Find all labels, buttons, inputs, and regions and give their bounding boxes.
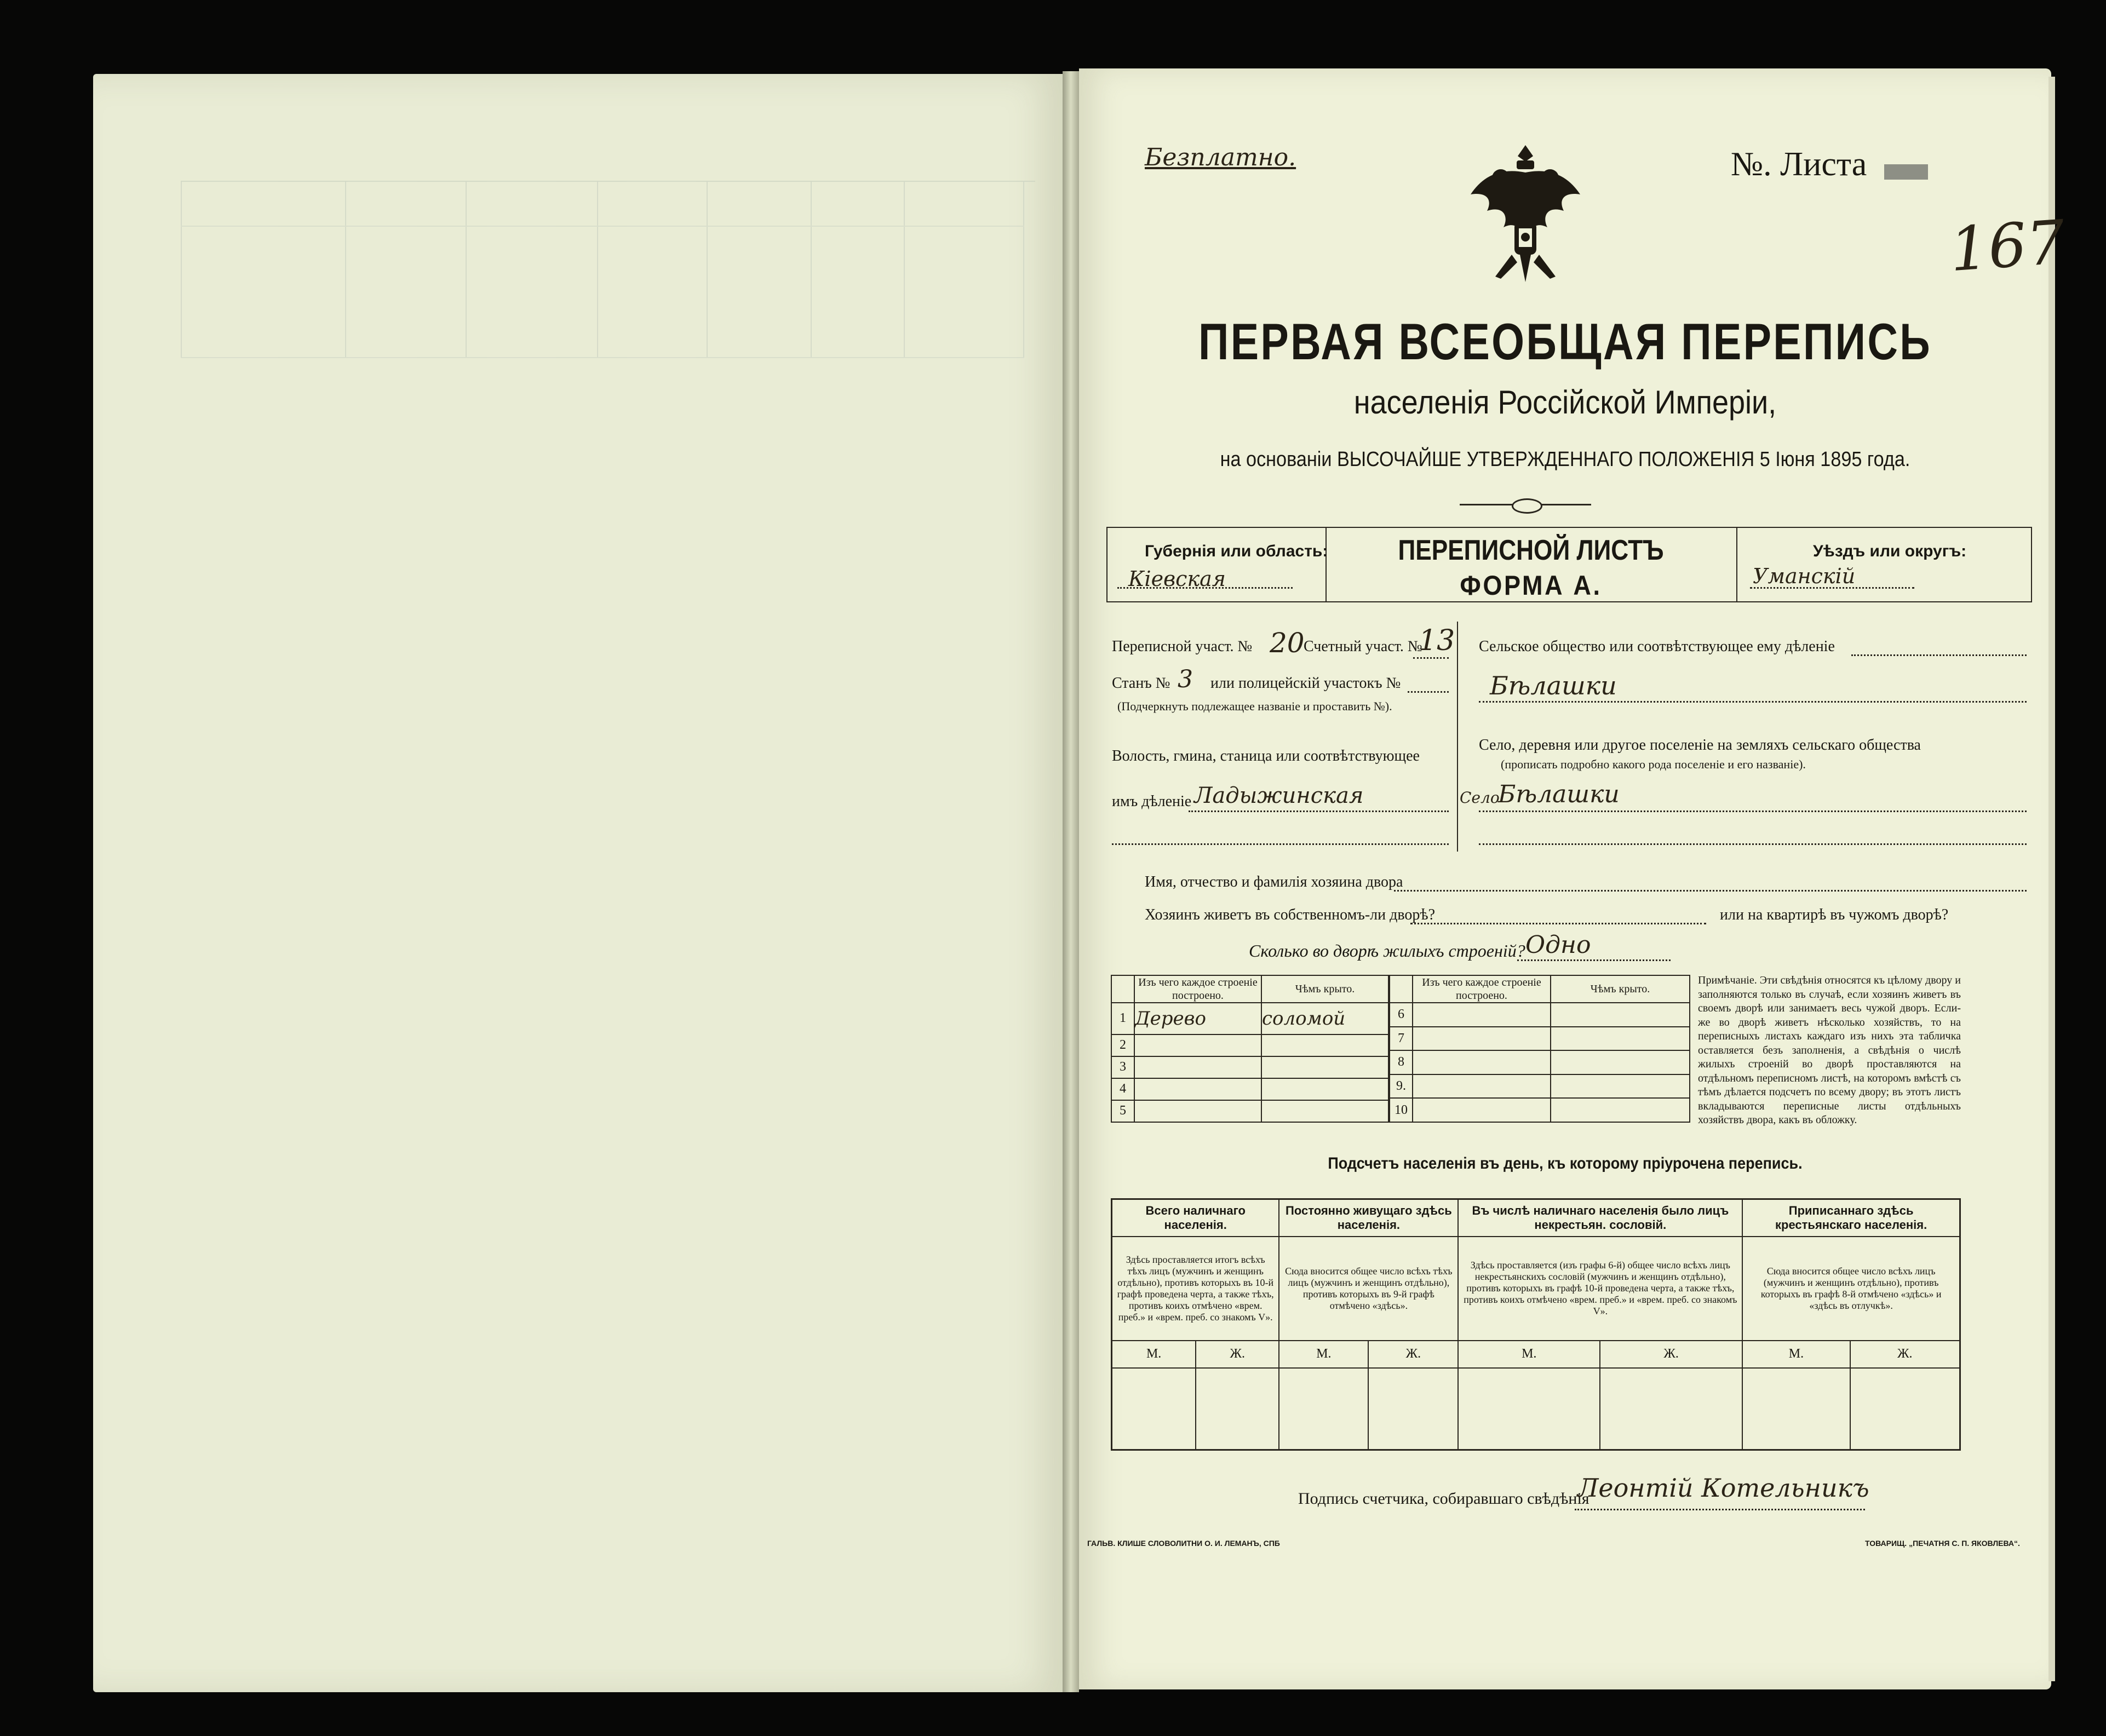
sheet-number-stamp bbox=[1884, 164, 1928, 180]
counting-area-label: Счетный участ. № bbox=[1304, 638, 1422, 655]
count-col-1-header: Всего наличнаго населенія. bbox=[1112, 1199, 1279, 1237]
volost-value: Ладыжинская bbox=[1194, 783, 1364, 808]
village-prefix: Село bbox=[1460, 789, 1500, 807]
double-headed-eagle-icon bbox=[1460, 140, 1591, 288]
table-row: 6 bbox=[1390, 1003, 1690, 1027]
lives-own-yard-label: Хозяинъ живетъ въ собственномъ-ли дворѣ? bbox=[1145, 906, 1436, 923]
province-value: Кіевская bbox=[1128, 567, 1226, 591]
buildings-table-left bbox=[1111, 975, 1389, 1123]
buildings-count-label: Сколько во дворѣ жилыхъ строеній? bbox=[1249, 941, 1525, 961]
signature-label: Подпись счетчика, собиравшаго свѣдѣнія bbox=[1298, 1490, 1589, 1508]
count-col-2-desc: Сюда вносится общее число всѣхъ тѣхъ лицъ (мужчинъ и женщинъ отдѣльно), противъ которыхъ въ 9-й графѣ отмѣчено «здѣсь». bbox=[1279, 1237, 1458, 1341]
footer-right-imprint: ТОВАРИЩ. „ПЕЧАТНЯ С. П. ЯКОВЛЕВА“. bbox=[1865, 1539, 2020, 1548]
sheet-number-label: №. Листа bbox=[1731, 146, 1867, 183]
table-row: 3 bbox=[1111, 1056, 1388, 1078]
rural-society-label: Сельское общество или соотвѣтствующее ему дѣленіе bbox=[1479, 638, 1835, 655]
left-page-bleedthrough bbox=[181, 181, 1035, 368]
page-edge bbox=[2048, 77, 2055, 1681]
volost-label: Волость, гмина, станица или соотвѣтствующее bbox=[1112, 748, 1420, 764]
count-col-3-header: Въ числѣ наличнаго населенія было лицъ некрестьян. сословій. bbox=[1458, 1199, 1742, 1237]
free-label: Безплатно. bbox=[1145, 143, 1296, 171]
count-col-4-desc: Сюда вносится общее число всѣхъ лицъ (мужчинъ и женщинъ отдѣльно), противъ которыхъ въ графѣ 8-й отмѣчено «здѣсь» и «здѣсь въ отлучкѣ». bbox=[1742, 1237, 1960, 1341]
village-label: Село, деревня или другое поселеніе на земляхъ сельскаго общества bbox=[1479, 737, 1921, 754]
village-value: Бѣлашки bbox=[1498, 780, 1620, 808]
table-row: 1 Дерево соломой bbox=[1111, 1003, 1388, 1034]
table-row bbox=[1112, 1368, 1960, 1450]
stan-label: Станъ № bbox=[1112, 675, 1170, 692]
male-header: М. bbox=[1112, 1341, 1196, 1368]
buildings-table-right bbox=[1389, 975, 1690, 1123]
book-spine bbox=[1063, 71, 1079, 1692]
male-header: М. bbox=[1458, 1341, 1600, 1368]
police-area-label: или полицейскій участокъ № bbox=[1210, 675, 1401, 692]
female-header: Ж. bbox=[1196, 1341, 1279, 1368]
rural-society-value: Бѣлашки bbox=[1490, 671, 1617, 700]
counting-area-value: 13 bbox=[1419, 624, 1455, 657]
sheet-number-value: 167 bbox=[1947, 206, 2068, 285]
census-title: ПЕРВАЯ ВСЕОБЩАЯ ПЕРЕПИСЬ bbox=[1198, 313, 1932, 370]
census-area-value: 20 bbox=[1270, 627, 1305, 659]
buildings-count-value: Одно bbox=[1525, 931, 1591, 959]
table-row: 8 bbox=[1390, 1050, 1690, 1074]
col-roof-header-2: Чѣмъ крыто. bbox=[1551, 975, 1690, 1003]
stan-value: 3 bbox=[1178, 665, 1193, 693]
volost-label-2: имъ дѣленіе bbox=[1112, 793, 1192, 810]
census-basis: на основаніи ВЫСОЧАЙШЕ УТВЕРЖДЕННАГО ПОЛОЖЕНІЯ 5 Іюня 1895 года. bbox=[1220, 448, 1910, 471]
ornament-center bbox=[1512, 498, 1542, 514]
population-count-table bbox=[1111, 1198, 1961, 1451]
census-subtitle: населенія Россійской Имперіи, bbox=[1353, 384, 1777, 421]
count-col-3-desc: Здѣсь проставляется (изъ графы 6-й) общее число всѣхъ лицъ некрестьянскихъ сословій (мужчинъ и женщинъ отдѣльно), противъ которыхъ въ графѣ 10-й проведена черта, а также тѣхъ, противъ коихъ отмѣчено «врем. преб.» и «врем. преб. со знакомъ V». bbox=[1458, 1237, 1742, 1341]
province-label: Губернія или область: bbox=[1145, 542, 1328, 560]
col-built-header-2: Изъ чего каждое строеніе построено. bbox=[1413, 975, 1551, 1003]
village-note: (прописать подробно какого рода поселеніе и его названіе). bbox=[1501, 757, 1806, 771]
count-col-1-desc: Здѣсь проставляется итогъ всѣхъ тѣхъ лицъ (мужчинъ и женщинъ отдѣльно), противъ которыхъ въ 10-й графѣ проведена черта, а также тѣхъ, противъ коихъ отмѣчено «врем. преб.» и «врем. преб. со знакомъ V». bbox=[1112, 1237, 1279, 1341]
table-row: 2 bbox=[1111, 1034, 1388, 1056]
table-row: 9. bbox=[1390, 1074, 1690, 1099]
female-header: Ж. bbox=[1600, 1341, 1742, 1368]
count-section-title: Подсчетъ населенія въ день, къ которому пріурочена перепись. bbox=[1328, 1154, 1803, 1172]
table-row: 7 bbox=[1390, 1027, 1690, 1051]
male-header: М. bbox=[1279, 1341, 1368, 1368]
table-row: 4 bbox=[1111, 1078, 1388, 1100]
female-header: Ж. bbox=[1368, 1341, 1458, 1368]
underline-note: (Подчеркнуть подлежащее названіе и проставить №). bbox=[1117, 699, 1392, 713]
footer-left-imprint: ГАЛЬВ. КЛИШЕ СЛОВОЛИТНИ О. И. ЛЕМАНЪ, СПБ bbox=[1087, 1539, 1280, 1548]
female-header: Ж. bbox=[1850, 1341, 1960, 1368]
col-built-header: Изъ чего каждое строеніе построено. bbox=[1134, 975, 1261, 1003]
count-col-2-header: Постоянно живущаго здѣсь населенія. bbox=[1279, 1199, 1458, 1237]
census-area-label: Переписной участ. № bbox=[1112, 638, 1253, 655]
count-col-4-header: Приписаннаго здѣсь крестьянскаго населенія. bbox=[1742, 1199, 1960, 1237]
enumerator-signature: Леонтій Котельникъ bbox=[1577, 1473, 1869, 1503]
col-roof-header: Чѣмъ крыто. bbox=[1261, 975, 1388, 1003]
lives-other-yard-label: или на квартирѣ въ чужомъ дворѣ? bbox=[1720, 906, 1949, 923]
owner-label: Имя, отчество и фамилія хозяина двора bbox=[1145, 873, 1403, 890]
district-value: Уманскій bbox=[1753, 564, 1856, 588]
male-header: М. bbox=[1742, 1341, 1850, 1368]
table-row: 10 bbox=[1390, 1098, 1690, 1122]
table-row: 5 bbox=[1111, 1100, 1388, 1122]
form-title: ФОРМА А. bbox=[1460, 570, 1602, 601]
buildings-note: Примѣчаніе. Эти свѣдѣнія относятся къ цѣлому двору и заполняются только въ случаѣ, если хозяинъ живетъ въ своемъ дворѣ или занимаетъ весь чужой дворъ. Если-же во дворѣ живетъ нѣсколько хозяйствъ, то на переписныхъ листахъ каждаго изъ нихъ эта табличка оставляется безъ заполненія, а свѣдѣнія о числѣ жилыхъ строеній во дворѣ проставляются на отдѣльномъ переписномъ листѣ, на которомъ вмѣстѣ съ тѣмъ дѣлается подсчетъ по всему двору; въ этотъ листъ вкладываются переписные листы отдѣльныхъ хозяйствъ двора, какъ въ обложку. bbox=[1698, 974, 1961, 1126]
sheet-title: ПЕРЕПИСНОЙ ЛИСТЪ bbox=[1398, 534, 1664, 566]
district-label: Уѣздъ или округъ: bbox=[1813, 542, 1967, 560]
